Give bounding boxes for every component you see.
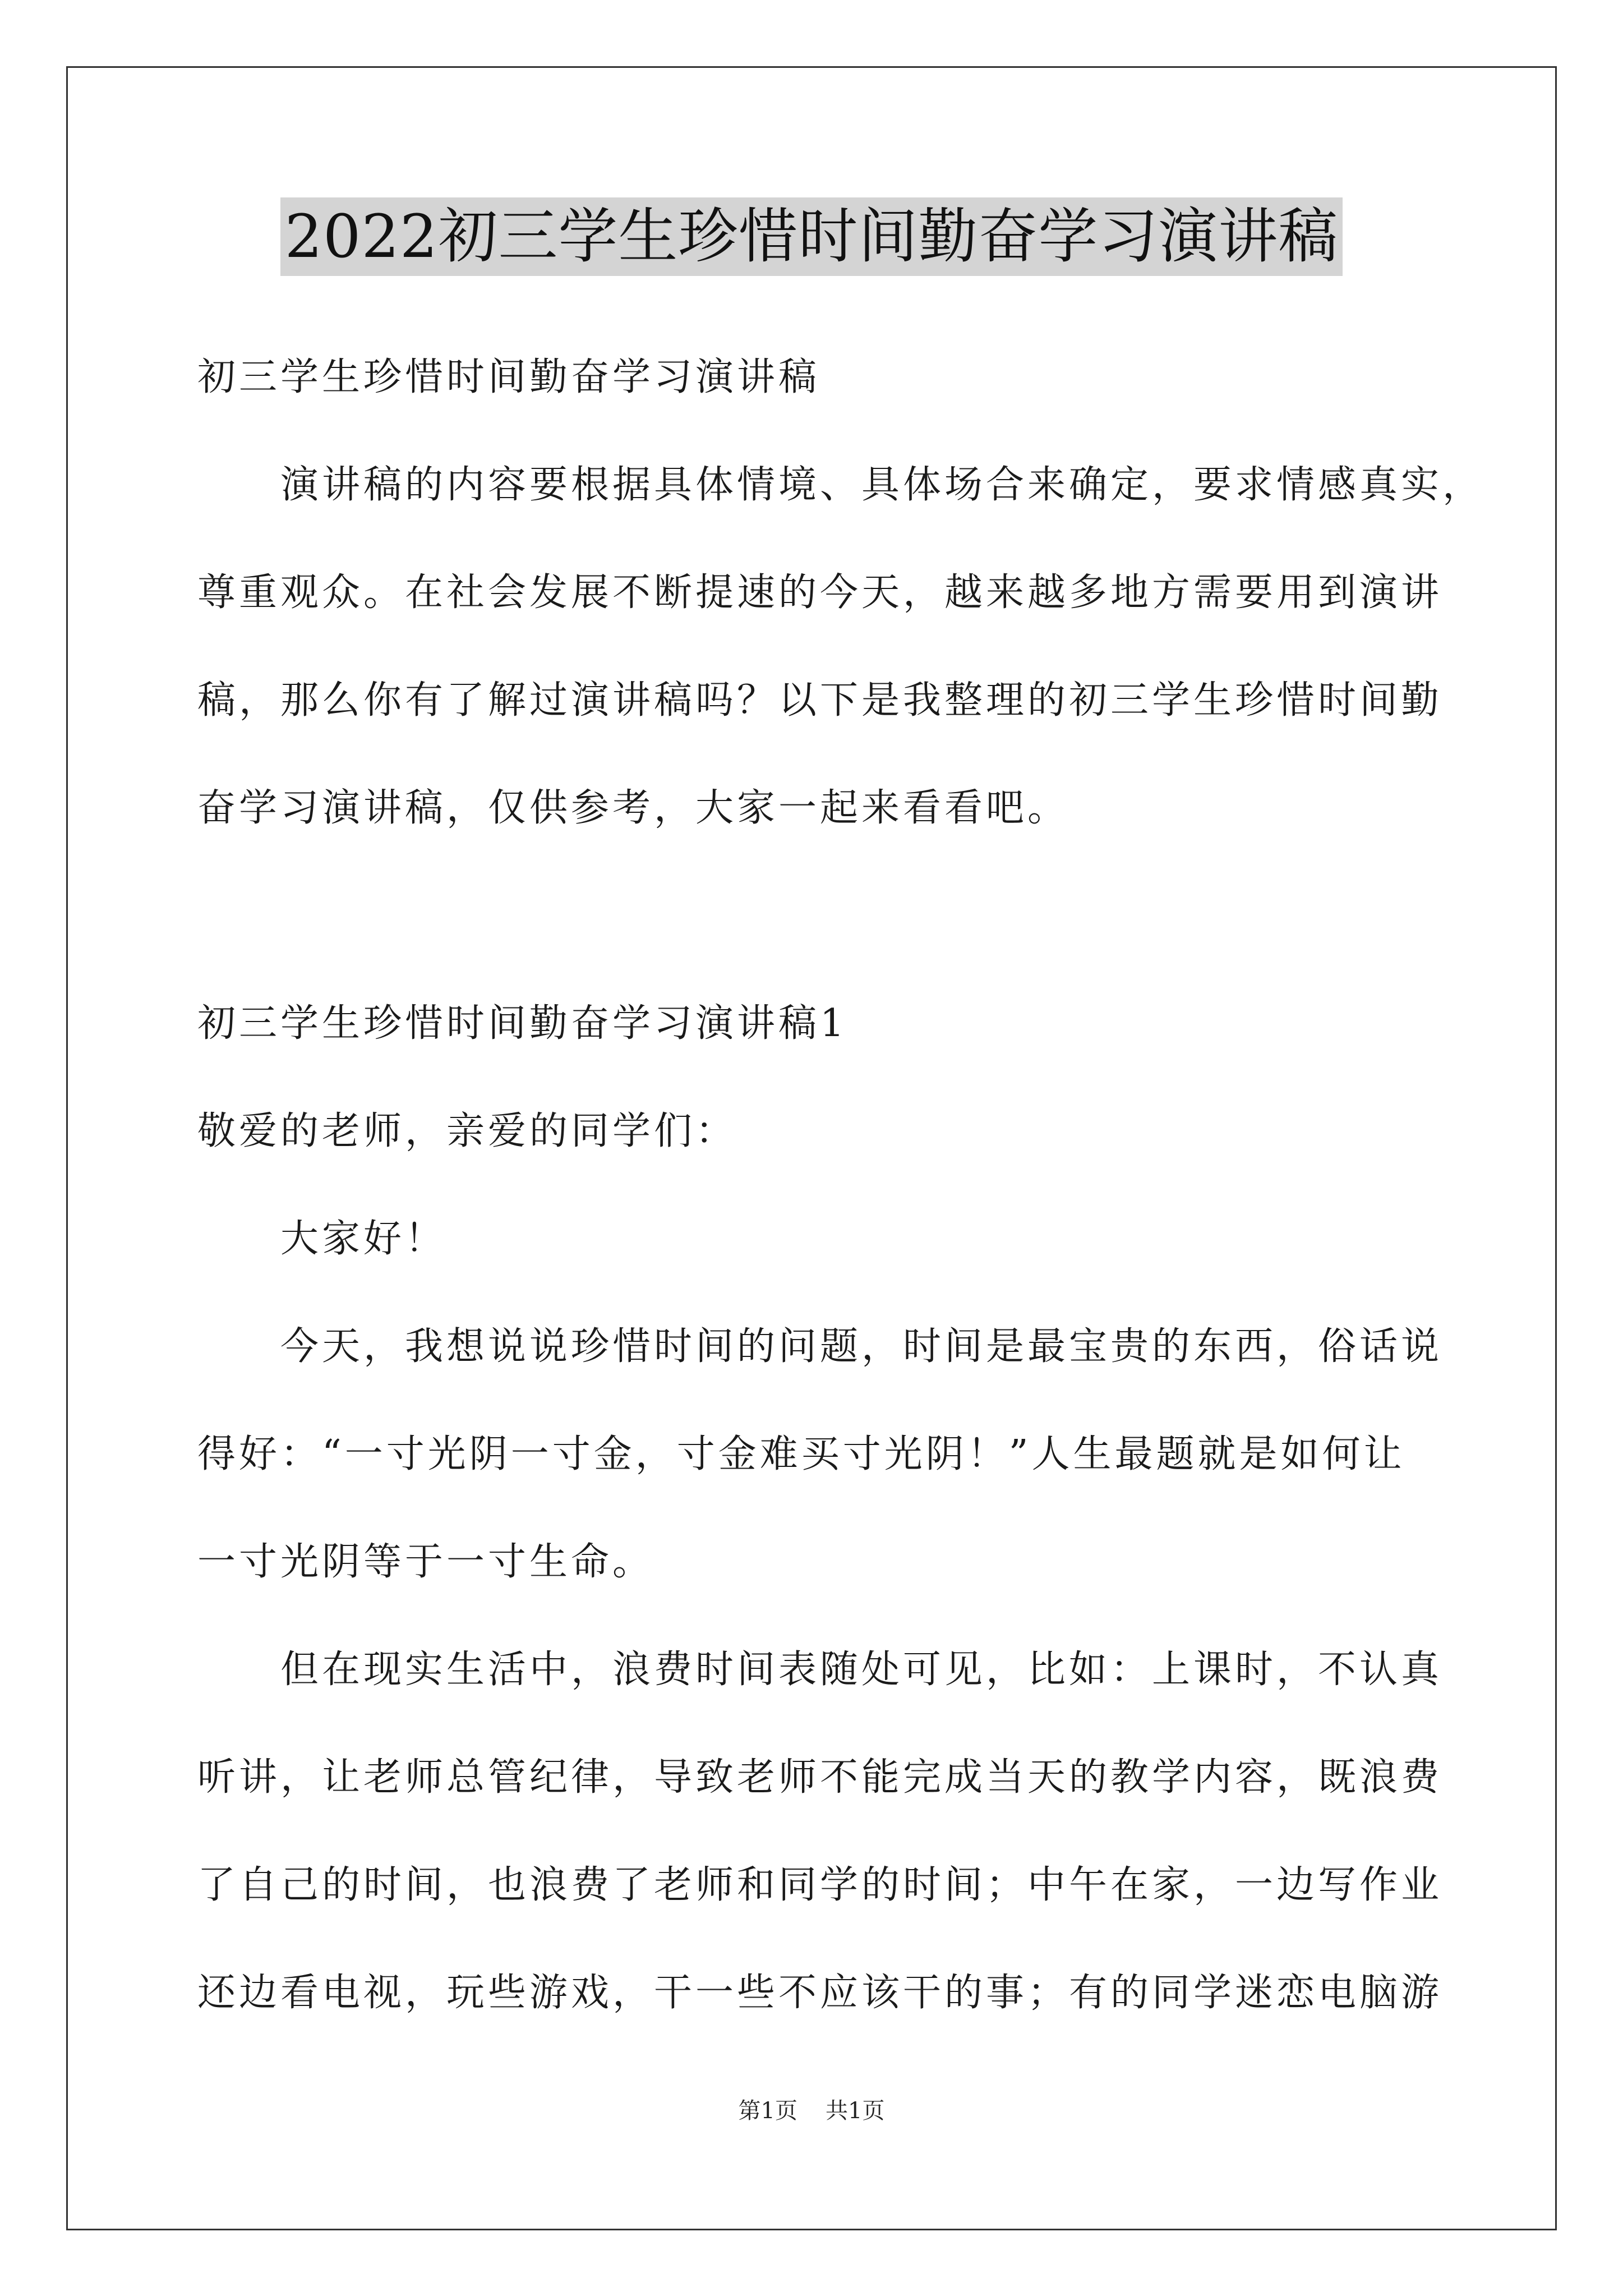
paragraph-line: 稿，那么你有了解过演讲稿吗？以下是我整理的初三学生珍惜时间勤	[197, 678, 1443, 723]
paragraph-line: 演讲稿的内容要根据具体情境、具体场合来确定，要求情感真实，	[197, 463, 1484, 507]
subtitle-line: 初三学生珍惜时间勤奋学习演讲稿	[197, 355, 820, 399]
paragraph-line: 但在现实生活中，浪费时间表随处可见，比如：上课时，不认真	[197, 1648, 1443, 1692]
paragraph-line: 尊重观众。在社会发展不断提速的今天，越来越多地方需要用到演讲	[197, 570, 1443, 615]
paragraph-line: 了自己的时间，也浪费了老师和同学的时间；中午在家，一边写作业	[197, 1863, 1443, 1907]
page-number: 第1页	[738, 2098, 797, 2124]
document-title: 2022初三学生珍惜时间勤奋学习演讲稿	[280, 197, 1343, 276]
paragraph-line: 一寸光阴等于一寸生命。	[197, 1540, 654, 1584]
paragraph-line: 奋学习演讲稿，仅供参考，大家一起来看看吧。	[197, 786, 1069, 830]
paragraph-line: 还边看电视，玩些游戏，干一些不应该干的事；有的同学迷恋电脑游	[197, 1971, 1443, 2015]
paragraph-line: 得好：“一寸光阴一寸金，寸金难买寸光阴！”人生最题就是如何让	[197, 1432, 1405, 1476]
page-total: 共1页	[826, 2098, 885, 2124]
paragraph-line: 今天，我想说说珍惜时间的问题，时间是最宝贵的东西，俗话说	[197, 1324, 1443, 1369]
page-footer	[0, 2097, 1623, 2125]
greeting-line: 大家好！	[197, 1217, 447, 1261]
section-heading: 初三学生珍惜时间勤奋学习演讲稿1	[197, 1001, 848, 1046]
paragraph-line: 听讲，让老师总管纪律，导致老师不能完成当天的教学内容，既浪费	[197, 1755, 1443, 1800]
title-container	[0, 197, 1623, 276]
salutation-line: 敬爱的老师，亲爱的同学们：	[197, 1109, 737, 1153]
